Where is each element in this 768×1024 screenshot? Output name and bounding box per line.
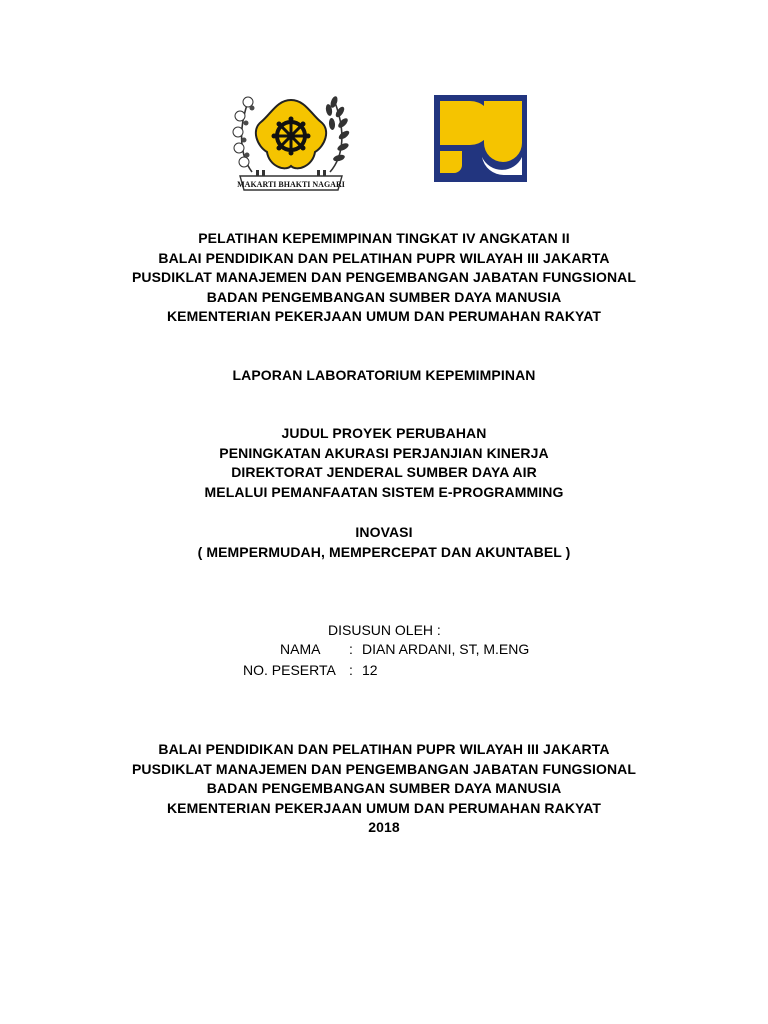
footer-line-2: PUSDIKLAT MANAJEMEN DAN PENGEMBANGAN JABATAN FUNGSIONAL [131, 760, 637, 777]
author-heading: DISUSUN OLEH : [328, 622, 441, 638]
korpri-emblem-icon [222, 90, 360, 194]
project-title-block [0, 424, 768, 502]
innovation-label: INOVASI [355, 524, 413, 540]
innovation-block [0, 523, 768, 562]
report-title-block [0, 366, 768, 386]
header-line-3: PUSDIKLAT MANAJEMEN DAN PENGEMBANGAN JABATAN FUNGSIONAL [131, 269, 637, 285]
project-title-line-1: PENINGKATAN AKURASI PERJANJIAN KINERJA [219, 444, 549, 461]
header-line-5: KEMENTERIAN PEKERJAAN UMUM DAN PERUMAHAN RAKYAT [166, 308, 602, 324]
project-label: JUDUL PROYEK PERUBAHAN [281, 425, 487, 441]
footer-block [0, 740, 768, 838]
project-title-line-3: MELALUI PEMANFAATAN SISTEM E-PROGRAMMING [204, 483, 564, 500]
name-label: NAMA [280, 641, 321, 657]
name-separator: : [349, 641, 353, 657]
footer-line-4: KEMENTERIAN PEKERJAAN UMUM DAN PERUMAHAN RAKYAT [166, 799, 602, 816]
name-value: DIAN ARDANI, ST, M.ENG [362, 641, 530, 657]
participant-number-value: 12 [362, 662, 378, 678]
header-line-2: BALAI PENDIDIKAN DAN PELATIHAN PUPR WILAYAH III JAKARTA [158, 249, 610, 266]
header-line-4: BADAN PENGEMBANGAN SUMBER DAYA MANUSIA [206, 288, 562, 305]
footer-line-3: BADAN PENGEMBANGAN SUMBER DAYA MANUSIA [206, 780, 562, 796]
footer-line-1: BALAI PENDIDIKAN DAN PELATIHAN PUPR WILAYAH III JAKARTA [158, 741, 610, 757]
report-title: LAPORAN LABORATORIUM KEPEMIMPINAN [232, 367, 536, 383]
footer-year: 2018 [368, 819, 400, 835]
pupr-emblem-icon [434, 95, 527, 182]
korpri-motto-text: MAKARTI BHAKTI NAGARI [237, 180, 345, 189]
header-line-1: PELATIHAN KEPEMIMPINAN TINGKAT IV ANGKATAN II [198, 230, 570, 246]
project-title-line-2: DIREKTORAT JENDERAL SUMBER DAYA AIR [231, 464, 537, 480]
participant-number-separator: : [349, 662, 353, 678]
participant-number-label: NO. PESERTA [243, 662, 336, 678]
header-block [0, 229, 768, 327]
innovation-values: ( MEMPERMUDAH, MEMPERCEPAT DAN AKUNTABEL ) [197, 543, 571, 560]
